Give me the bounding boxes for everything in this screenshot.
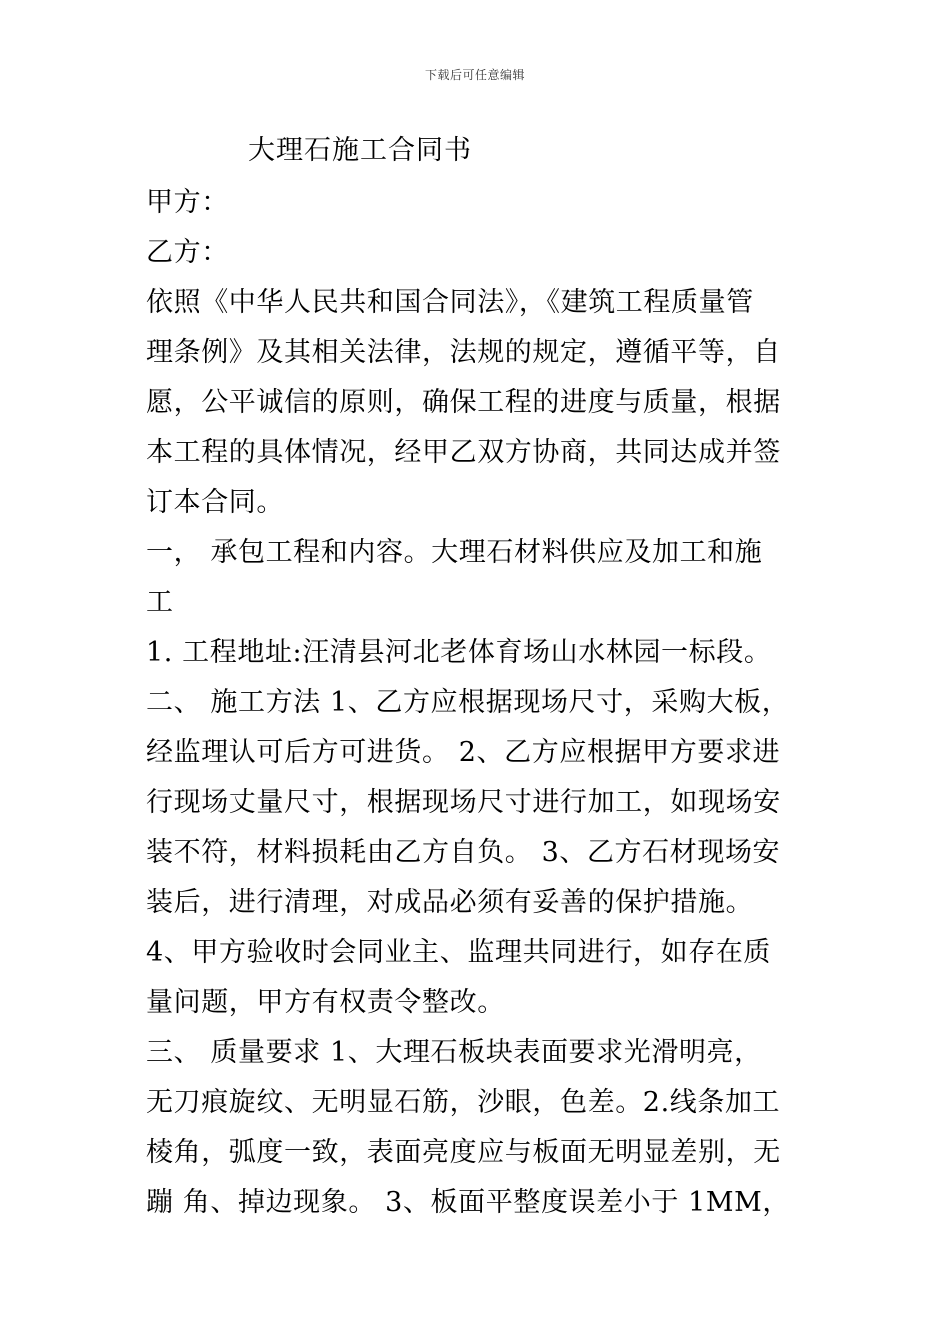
body-line: 装后，进行清理，对成品必须有妥善的保护措施。: [146, 887, 754, 918]
body-line: 愿，公平诚信的原则，确保工程的进度与质量，根据: [146, 387, 781, 418]
body-line: 工: [146, 587, 174, 618]
body-line: 订本合同。: [146, 487, 284, 518]
document-body: [146, 178, 836, 1228]
body-line: 1. 工程地址:汪清县河北老体育场山水林园一标段。: [146, 637, 772, 668]
body-line: 装不符，材料损耗由乙方自负。 3、乙方石材现场安: [146, 837, 781, 868]
document-title: 大理石施工合同书: [248, 135, 472, 166]
body-line: 4、甲方验收时会同业主、监理共同进行，如存在质: [146, 937, 771, 968]
section-heading-line: 三、 质量要求 1、大理石板块表面要求光滑明亮，: [146, 1037, 762, 1068]
body-line: 理条例》及其相关法律，法规的规定，遵循平等，自: [146, 337, 781, 368]
party-a-line: 甲方：: [146, 187, 229, 218]
section-heading-line: 一， 承包工程和内容。大理石材料供应及加工和施: [146, 537, 763, 568]
party-b-line: 乙方：: [146, 237, 229, 268]
body-line: 依照《中华人民共和国合同法》，《建筑工程质量管: [146, 287, 754, 318]
body-line: 量问题，甲方有权责令整改。: [146, 987, 505, 1018]
body-line: 经监理认可后方可进货。 2、乙方应根据甲方要求进: [146, 737, 781, 768]
body-line: 蹦 角、掉边现象。 3、板面平整度误差小于 1MM，: [146, 1187, 790, 1218]
body-line: 棱角，弧度一致，表面亮度应与板面无明显差别，无: [146, 1137, 781, 1168]
body-line: 无刀痕旋纹、无明显石筋，沙眼，色差。2.线条加工: [146, 1087, 781, 1118]
body-line: 本工程的具体情况，经甲乙双方协商，共同达成并签: [146, 437, 781, 468]
body-line: 行现场丈量尺寸，根据现场尺寸进行加工，如现场安: [146, 787, 781, 818]
section-heading-line: 二、 施工方法 1、乙方应根据现场尺寸，采购大板，: [146, 687, 790, 718]
header-note: 下载后可任意编辑: [424, 68, 525, 82]
